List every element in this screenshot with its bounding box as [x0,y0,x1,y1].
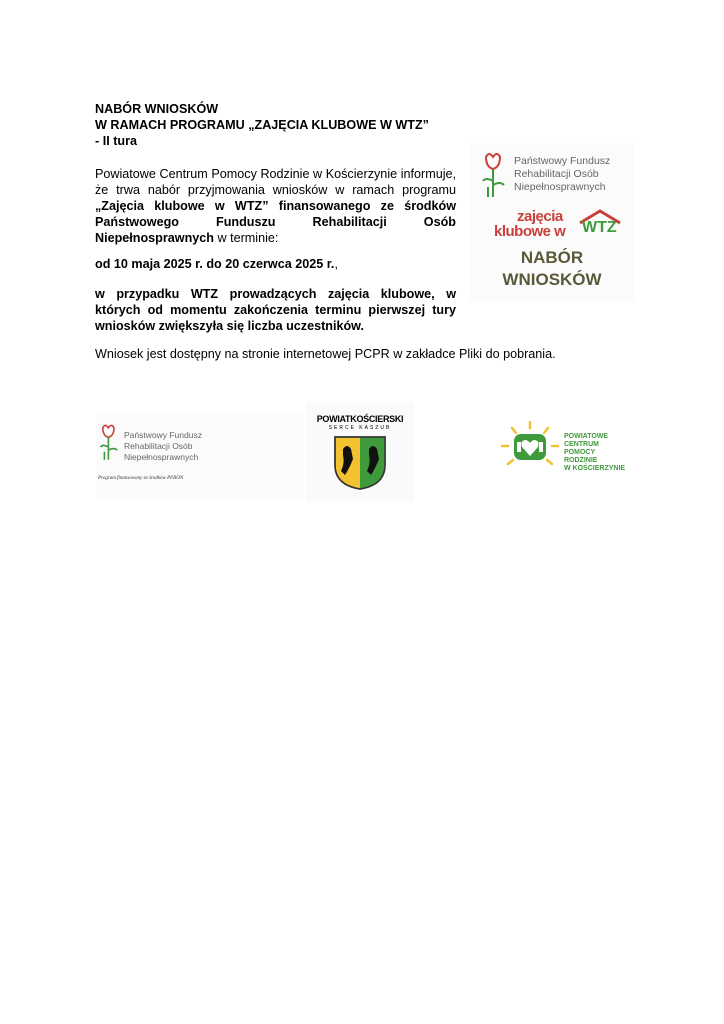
date-range-suffix: , [334,257,338,271]
klubowe-text: klubowe w [494,223,566,240]
coat-of-arms-icon [333,435,387,491]
pfron-line-1: Państwowy Fundusz [514,155,611,167]
availability-paragraph: Wniosek jest dostępny na stronie internetowej PCPR w zakładce Pliki do pobrania. [95,347,556,361]
pcpr-line-1: POWIATOWE [564,433,609,440]
pfron-line-2: Rehabilitacji Osób [124,441,193,451]
date-range-text: od 10 maja 2025 r. do 20 czerwca 2025 r. [95,257,335,271]
condition-paragraph: w przypadku WTZ prowadzących zajęcia klubowe, w których od momentu zakończenia terminu pierwszej tury wniosków zwiększyła się liczba uczestników. [95,287,456,333]
pfron-caption: Program finansowany ze środków PFRON [98,476,184,481]
title-line-2: W RAMACH PROGRAMU „ZAJĘCIA KLUBOWE W WTZ” [95,118,429,132]
tulip-icon [98,422,122,464]
document-title [95,101,475,149]
pfron-line-1: Państwowy Fundusz [124,430,202,440]
intro-part-3: w terminie: [213,231,279,245]
title-line-3: - II tura [95,134,137,148]
powiat-name: POWIATKOŚCIERSKI [316,414,404,424]
title-line-1: NABÓR WNIOSKÓW [95,102,219,116]
tulip-icon [480,151,510,201]
pcpr-line-5: W KOŚCIERZYNIE [564,465,626,472]
program-logo [470,143,634,301]
powiat-logo [306,403,414,501]
pfron-text [514,155,610,194]
pcpr-line-2: CENTRUM [564,441,599,448]
zajecia-text: zajęcia [517,208,563,225]
pfron-text [124,430,202,463]
date-range [95,256,338,272]
intro-paragraph [95,166,456,246]
pcpr-logo [498,418,638,478]
pfron-line-3: Niepełnosprawnych [514,181,606,193]
sun-heart-icon [498,420,562,476]
wnioskow-text: WNIOSKÓW [502,270,602,289]
intro-part-1: Powiatowe Centrum Pomocy Rodzinie w Kościerzynie informuje, że trwa nabór przyjmowania wniosków w ramach programu [95,167,456,197]
powiat-slogan: SERCE KASZUB [328,425,392,431]
nabor-text: NABÓR [520,248,584,267]
pfron-logo [96,412,304,500]
pfron-line-3: Niepełnosprawnych [124,452,199,462]
pfron-line-2: Rehabilitacji Osób [514,168,599,180]
program-name: „Zajęcia klubowe w WTZ” [95,199,269,213]
pcpr-line-3: POMOCY [564,449,596,456]
wtz-text: WTZ [582,219,617,236]
intro-part-2: finansowanego ze środków Państwowego Funduszu Rehabilitacji Osób Niepełnosprawnych [95,199,456,245]
pcpr-line-4: RODZINIE [564,457,598,464]
